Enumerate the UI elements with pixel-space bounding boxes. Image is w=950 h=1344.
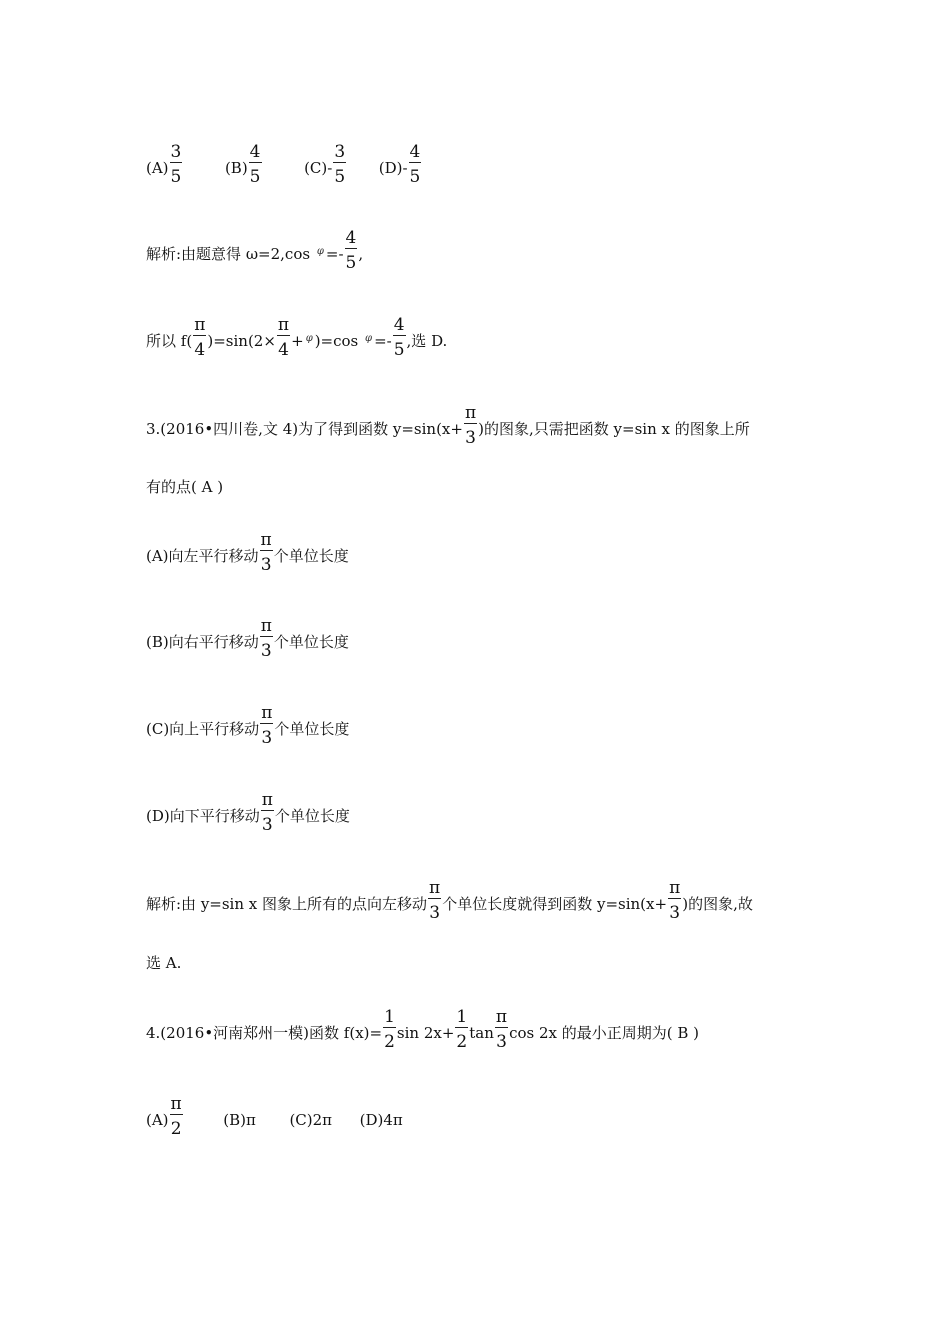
q3-option-a: (A)向左平行移动 $\frac{\pi}{3}$ 个单位长度: [146, 530, 349, 575]
option-c-label: (C): [304, 159, 328, 177]
q2-options: (A) $\frac{3}{5}$ (B) $\frac{4}{5}$ (C)- $\frac{3}{5}$ (D)- $\frac{4}{5}$: [146, 142, 421, 187]
fraction-pi-3: $\frac{\pi}{3}$: [669, 878, 681, 923]
q2-solution-line1: 解析:由题意得 ω=2,cos $^\varphi$ =- $\frac{4}{5}$ ,: [146, 228, 364, 273]
fraction-pi-3: $\frac{\pi}{3}$: [261, 790, 273, 835]
q2-solution-line2: 所以 f( $\frac{\pi}{4}$ )=sin(2× $\frac{\pi}{4}$ + $^\varphi$ )=cos $^\varphi$ =- $\frac{4}{5}$ ,选 D.: [146, 315, 448, 360]
fraction-pi-2: $\frac{\pi}{2}$: [170, 1094, 182, 1139]
option-b-label: (B): [224, 159, 248, 177]
fraction-neg-3-5: $\frac{3}{5}$: [334, 142, 346, 187]
q3-solution-line1: 解析:由 y=sin x 图象上所有的点向左移动 $\frac{\pi}{3}$ 个单位长度就得到函数 y=sin(x+ $\frac{\pi}{3}$ )的图象,故: [146, 878, 753, 923]
q3-option-c: (C)向上平行移动 $\frac{\pi}{3}$ 个单位长度: [146, 703, 350, 748]
fraction-pi-3: $\frac{\pi}{3}$: [260, 616, 272, 661]
option-c: (C)2π: [289, 1111, 333, 1129]
fraction-pi-4: $\frac{\pi}{4}$: [194, 315, 206, 360]
option-d: (D)4π: [359, 1111, 403, 1129]
option-b: (B)π: [223, 1111, 256, 1129]
option-d-label: (D): [378, 159, 403, 177]
q3-solution-line2: 选 A.: [146, 954, 182, 972]
fraction-pi-3: $\frac{\pi}{3}$: [464, 403, 477, 448]
fraction-pi-3: $\frac{\pi}{3}$: [261, 703, 273, 748]
fraction-4-5: $\frac{4}{5}$: [393, 315, 405, 360]
option-a-label: (A): [146, 159, 169, 177]
q3-stem-line1: 3.(2016•四川卷,文 4)为了得到函数 y=sin(x+ $\frac{\pi}{3}$ )的图象,只需把函数 y=sin x 的图象上所: [146, 403, 750, 448]
q3-option-b: (B)向右平行移动 $\frac{\pi}{3}$ 个单位长度: [146, 616, 349, 661]
fraction-4-5: $\frac{4}{5}$: [345, 228, 357, 273]
fraction-4-5: $\frac{4}{5}$: [249, 142, 261, 187]
q4-stem: 4.(2016•河南郑州一模)函数 f(x)= $\frac{1}{2}$ sin 2x+ $\frac{1}{2}$ tan $\frac{\pi}{3}$ cos 2x 的最小正周期为( B ): [146, 1007, 700, 1052]
fraction-3-5: $\frac{3}{5}$: [170, 142, 182, 187]
fraction-pi-4: $\frac{\pi}{4}$: [277, 315, 290, 360]
q3-option-d: (D)向下平行移动 $\frac{\pi}{3}$ 个单位长度: [146, 790, 350, 835]
q3-stem-line2: 有的点( A ): [146, 478, 224, 496]
fraction-1-2: $\frac{1}{2}$: [456, 1007, 468, 1052]
fraction-neg-4-5: $\frac{4}{5}$: [409, 142, 421, 187]
q4-options: (A) $\frac{\pi}{2}$ (B)π (C)2π (D)4π: [146, 1094, 403, 1139]
fraction-pi-3: $\frac{\pi}{3}$: [429, 878, 441, 923]
fraction-pi-3: $\frac{\pi}{3}$: [260, 530, 272, 575]
fraction-1-2: $\frac{1}{2}$: [384, 1007, 395, 1052]
fraction-pi-3: $\frac{\pi}{3}$: [495, 1007, 508, 1052]
